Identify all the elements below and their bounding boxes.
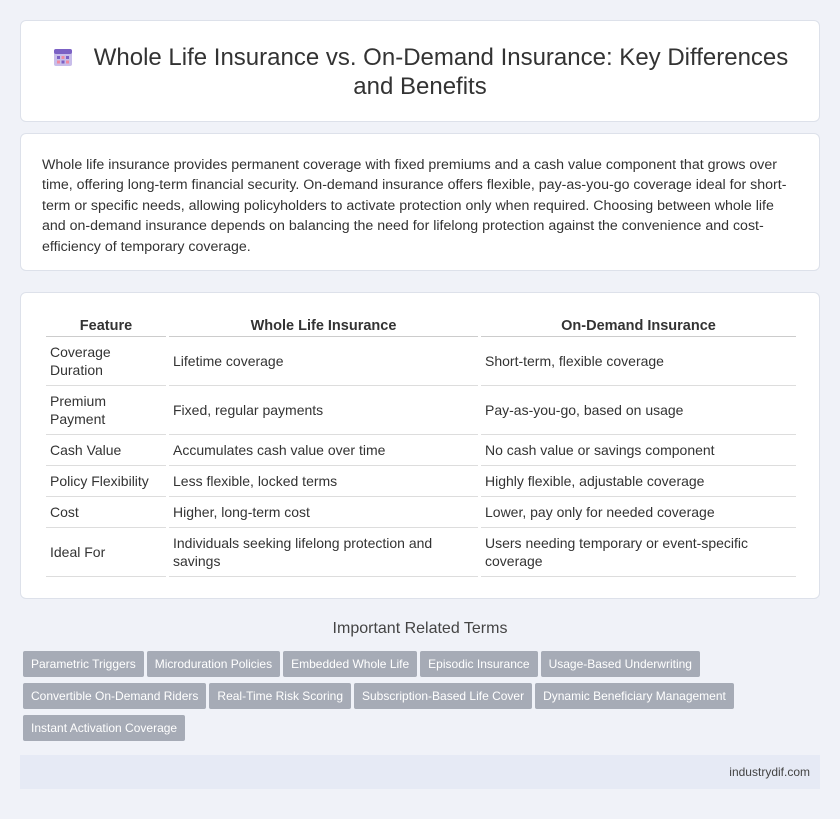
table-cell: Accumulates cash value over time	[169, 435, 478, 466]
table-cell: No cash value or savings component	[481, 435, 796, 466]
table-cell: Individuals seeking lifelong protection and savings	[169, 528, 478, 577]
comparison-table	[43, 316, 799, 577]
column-header-whole-life: Whole Life Insurance	[169, 316, 478, 337]
calendar-grid-icon	[52, 46, 74, 68]
related-term-tag[interactable]: Subscription-Based Life Cover	[354, 683, 532, 709]
table-row	[46, 466, 796, 497]
table-row	[46, 435, 796, 466]
table-cell: Lower, pay only for needed coverage	[481, 497, 796, 528]
header-card	[20, 20, 820, 122]
intro-card	[20, 133, 820, 271]
footer	[20, 755, 820, 789]
table-cell: Users needing temporary or event-specific coverage	[481, 528, 796, 577]
table-cell: Short-term, flexible coverage	[481, 337, 796, 386]
table-cell: Premium Payment	[46, 386, 166, 435]
table-cell: Lifetime coverage	[169, 337, 478, 386]
footer-site-link[interactable]: industrydif.com	[729, 765, 810, 779]
page-title	[51, 43, 789, 101]
table-row	[46, 386, 796, 435]
related-term-tag[interactable]: Real-Time Risk Scoring	[209, 683, 351, 709]
table-row	[46, 497, 796, 528]
comparison-card	[20, 292, 820, 599]
table-row	[46, 528, 796, 577]
page-title-text: Whole Life Insurance vs. On-Demand Insurance: Key Differences and Benefits	[93, 44, 789, 100]
related-term-tag[interactable]: Usage-Based Underwriting	[541, 651, 700, 677]
column-header-on-demand: On-Demand Insurance	[481, 316, 796, 337]
related-term-tag[interactable]: Embedded Whole Life	[283, 651, 417, 677]
table-cell: Highly flexible, adjustable coverage	[481, 466, 796, 497]
table-cell: Policy Flexibility	[46, 466, 166, 497]
intro-paragraph: Whole life insurance provides permanent coverage with fixed premiums and a cash value component that grows over time, offering long-term financial security. On-demand insurance offers flexible, pay-as-you-go coverage ideal for short-term or specific needs, allowing policyholders to activate protection only when required. Choosing between whole life and on-demand insurance depends on balancing the need for lifelong protection against the convenience and cost-efficiency of temporary coverage.	[42, 157, 787, 255]
table-row	[46, 337, 796, 386]
header	[21, 43, 819, 101]
table-cell: Pay-as-you-go, based on usage	[481, 386, 796, 435]
table-cell: Cash Value	[46, 435, 166, 466]
related-term-tag[interactable]: Dynamic Beneficiary Management	[535, 683, 734, 709]
table-cell: Cost	[46, 497, 166, 528]
table-cell: Fixed, regular payments	[169, 386, 478, 435]
table-cell: Less flexible, locked terms	[169, 466, 478, 497]
related-term-tag[interactable]: Instant Activation Coverage	[23, 715, 185, 741]
table-header-row	[46, 316, 796, 337]
related-term-tag[interactable]: Episodic Insurance	[420, 651, 537, 677]
related-term-tag[interactable]: Microduration Policies	[147, 651, 280, 677]
table-cell: Coverage Duration	[46, 337, 166, 386]
related-term-tag[interactable]: Convertible On-Demand Riders	[23, 683, 206, 709]
table-cell: Higher, long-term cost	[169, 497, 478, 528]
related-terms-title: Important Related Terms	[332, 620, 508, 637]
related-terms-list	[23, 651, 813, 747]
related-term-tag[interactable]: Parametric Triggers	[23, 651, 144, 677]
table-cell: Ideal For	[46, 528, 166, 577]
column-header-feature: Feature	[46, 316, 166, 337]
